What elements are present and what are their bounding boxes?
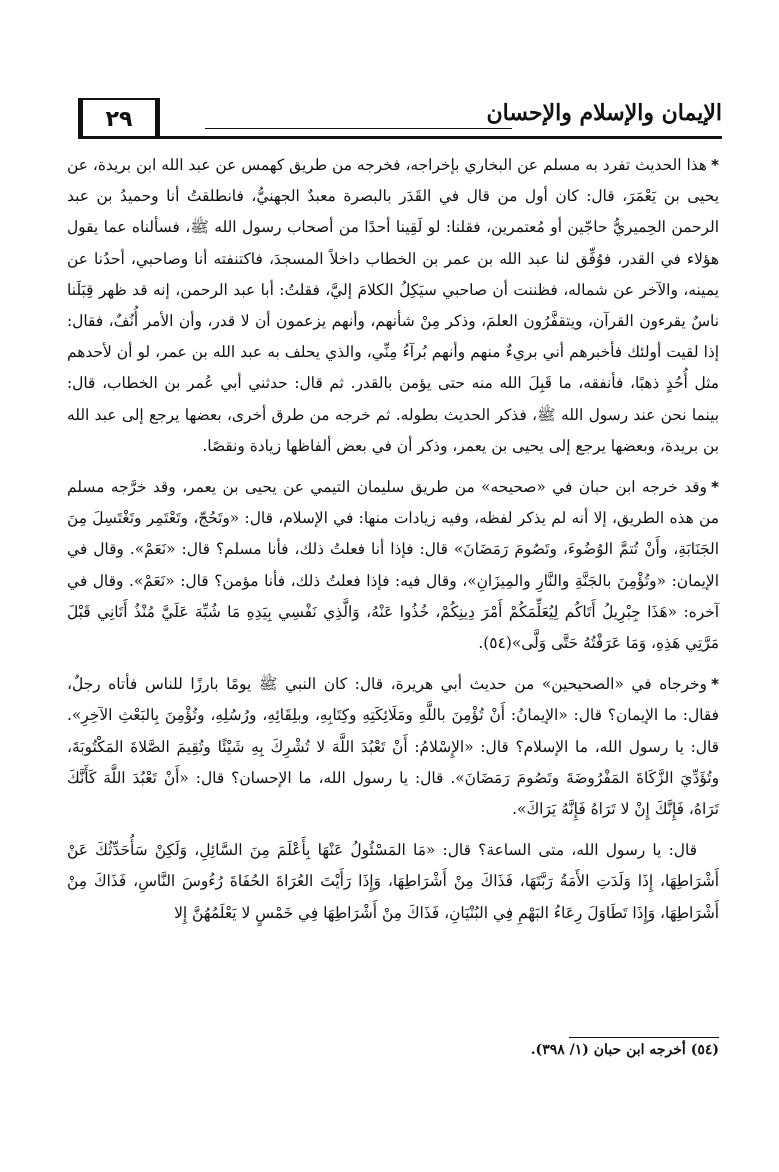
asterisk-marker: *: [710, 156, 719, 174]
page-number: ٢٩: [78, 98, 160, 138]
footnote-rule: [569, 1037, 719, 1038]
paragraph-3: [67, 669, 719, 825]
paragraph-text: وقد خرجه ابن حبان في «صحيحه» من طريق سليمان التيمي عن يحيى بن يعمر، وقد خرَّجه مسلم من هذه الطريق، إلا أنه لم يذكر لفظه، وفيه زيادات منها: في الإسلام، قال: «وتَحُجّ، وتَعْتَمِر وتَغْتَسِلَ مِنَ الجَنَابَةِ، وأَنْ تُتمَّ الوُضُوءَ، وتَصُومَ رَمَضَانَ» قال: فإذا أنا فعلتُ ذلك، فأنا مسلم؟ قال: «نَعَمْ». وقال في الإيمان: «وتُؤْمِنَ بالجَنَّةِ والنَّارِ والمِيزَانِ»، وقال فيه: فإذا فعلتُ ذلك، فأنا مؤمن؟ قال: «نَعَمْ». وقال في آخره: «هَذَا جِبْرِيلُ أَتَاكُم لِيُعَلِّمَكُمْ أَمْرَ دِينِكُمْ، خُذُوا عَنْهُ، وَالَّذِي نَفْسِي بِيَدِهِ مَا شُبِّهَ عَلَيَّ مُنْذُ أَتَانِي قَبْلَ مَرَّتِي هَذِهِ، وَمَا عَرَفْتُهُ حَتَّى وَلَّى»(٥٤).: [67, 478, 719, 653]
paragraph-2: [67, 472, 719, 659]
asterisk-marker: *: [710, 478, 719, 497]
header-rule-thin: [205, 128, 512, 129]
asterisk-marker: *: [710, 675, 719, 694]
running-title: الإيمان والإسلام والإحسان: [486, 100, 722, 126]
footnote: (٥٤) أخرجه ابن حبان (١/ ٣٩٨).: [530, 1042, 719, 1058]
paragraph-text: قال: يا رسول الله، متى الساعة؟ قال: «مَا المَسْئُولُ عَنْهَا بِأَعْلَمَ مِنَ السَّائِلِ، وَلَكِنْ سَأُحَدِّثُكَ عَنْ أَشْرَاطِهَا، إِذَا وَلَدَتِ الأَمَةُ رَبَّتَهَا، فَذَاكَ مِنْ أَشْرَاطِهَا، وَإِذَا رَأَيْتَ العُرَاةَ الحُفَاةَ رُءُوسَ النَّاسِ، فَذَاكَ مِنْ أَشْرَاطِهَا، وَإِذَا تَطَاوَلَ رِعَاءُ البَهْمِ فِي البُنْيَانِ، فَذَاكَ مِنْ أَشْرَاطِهَا فِي خَمْسٍ لا يَعْلَمُهُنَّ إِلا: [67, 841, 719, 922]
page-header: [70, 94, 722, 144]
header-rule: [78, 136, 722, 139]
paragraph-text: هذا الحديث تفرد به مسلم عن البخاري بإخراجه، فخرجه من طريق كهمس عن عبد الله ابن بريدة، عن يحيى بن يَعْمَرَ، قال: كان أول من قال في القَدَر بالبصرة معبدٌ الجهنيُّ، فانطلقتُ أنا وحميدُ بن عبد الرحمن الحِميريُّ حاجّين أو مُعتمرين، فقلنا: لو لَقِينا أحدًا من أصحاب رسول الله ﷺ، فسألناه عما يقول هؤلاء في القدر، فوُفِّق لنا عبد الله بن عمر بن الخطاب داخلاً المسجدَ، فاكتنفته أنا وصاحبي، أحدُنا عن يمينه، والآخر عن شماله، فظننت أن صاحبي سيَكِلُ الكلامَ إليَّ، فقلتُ: أبا عبد الرحمن، إنه قد ظهر قِبَلَنا ناسٌ يقرءون القرآن، ويتقفَّرُون العلمَ، وذكر مِنْ شأنهم، وأنهم يزعمون أن لا قدر، وأن الأمر أُنُفٌ، فقال: إذا لقيت أولئك فأخبرهم أني بريءٌ منهم وأنهم بُرآءُ مِنِّي، والذي يحلف به عبد الله بن عمر، لو أن لأحدهم مثل أُحُدٍ ذهبًا، فأنفقه، ما قَبِلَ الله منه حتى يؤمن بالقدر. ثم قال: حدثني أبي عُمر بن الخطاب، قال: بينما نحن عند رسول الله ﷺ، فذكر الحديث بطوله. ثم خرجه من طرق أخرى، بعضها يرجع إلى عبد الله بن بريدة، وبعضها يرجع إلى يحيى بن يعمر، وذكر أن في بعض ألفاظها زيادة ونقصًا.: [67, 156, 719, 455]
paragraph-1: [67, 150, 719, 462]
body-text: [67, 150, 719, 939]
paragraph-text: وخرجاه في «الصحيحين» من حديث أبي هريرة، قال: كان النبي ﷺ يومًا بارزًا للناس فأتاه رجلٌ، فقال: ما الإيمان؟ قال: «الإيمانُ: أَنْ تُؤْمِنَ باللَّهِ ومَلَائِكَتِهِ وكِتَابِهِ، وبلِقَائِهِ، ورُسُلِهِ، وتُؤْمِنَ بِالبَعْثِ الآخِرِ». قال: يا رسول الله، ما الإسلام؟ قال: «الإِسْلامُ: أَنْ تَعْبُدَ اللَّهَ لا تُشْرِكَ بِهِ شَيْئًا وتُقِيمَ الصَّلاةَ المَكْتُوبَةَ، وتُؤَدِّيَ الزَّكَاةَ المَفْرُوضَةَ وتَصُومَ رَمَضَانَ». قال: يا رسول الله، ما الإحسان؟ قال: «أَنْ تَعْبُدَ اللَّهَ كَأَنَّكَ تَرَاهُ، فَإِنَّكَ إِنْ لا تَرَاهُ فَإِنَّهُ يَرَاكَ».: [67, 675, 719, 819]
paragraph-4: [67, 835, 719, 929]
